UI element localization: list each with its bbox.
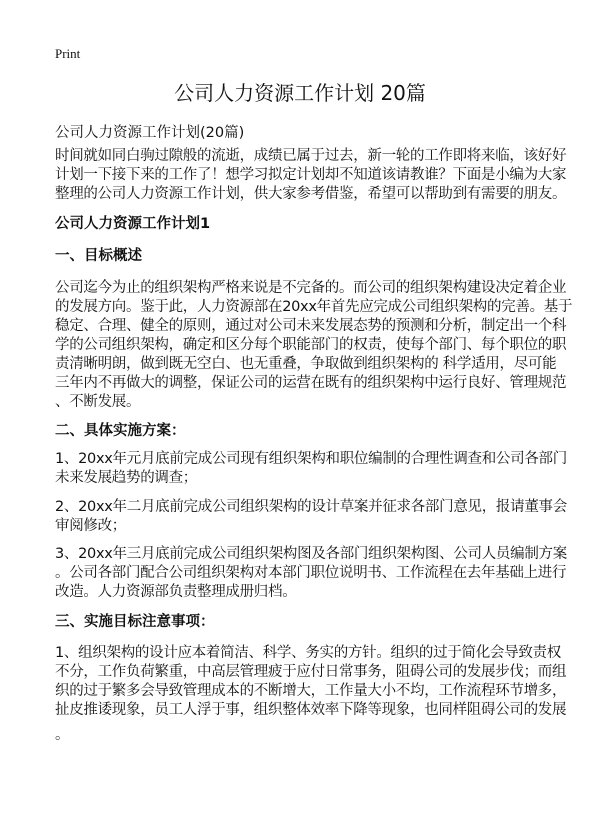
- text-line: 1、20xx年元月底前完成公司现有组织架构和职位编制的合理性调查和公司各部门: [55, 451, 567, 467]
- text-line: 整理的公司人力资源工作计划，供大家参考借鉴，希望可以帮助到有需要的朋友。: [55, 186, 567, 202]
- text-line: 不分，工作负荷繁重，中高层管理疲于应付日常事务，阻碍公司的发展步伐；而组: [55, 664, 567, 680]
- section1-paragraph: [55, 279, 573, 412]
- text-line: 织的过于繁多会导致管理成本的不断增大，工作量大小不均，工作流程环节增多，: [55, 683, 567, 699]
- section2-item-2: [55, 498, 567, 536]
- section3-paragraph: [55, 644, 567, 745]
- text-line: 未来发展趋势的调查；: [55, 470, 197, 486]
- text-line: 改造。人力资源部负责整理成册归档。: [55, 584, 297, 600]
- text-line: 时间就如同白驹过隙般的流逝，成绩已属于过去，新一轮的工作即将来临，该好好: [55, 148, 567, 164]
- text-line: 扯皮推诿现象，员工人浮于事，组织整体效率下降等现象，也同样阻碍公司的发展: [55, 702, 567, 718]
- subtitle: 公司人力资源工作计划(20篇): [55, 125, 245, 141]
- text-line: 审阅修改；: [55, 518, 126, 534]
- text-line: 计划一下接下来的工作了！想学习拟定计划却不知道该请教谁？下面是小编为大家: [55, 167, 567, 183]
- text-line: 责清晰明朗，做到既无空白、也无重叠，争取做到组织架构的 科学适用，尽可能: [55, 356, 557, 372]
- text-line: 。: [55, 727, 70, 743]
- plan-heading: 公司人力资源工作计划1: [55, 216, 211, 232]
- text-line: 。公司各部门配合公司组织架构对本部门职位说明书、工作流程在去年基础上进行: [55, 565, 567, 581]
- section3-heading: 三、实施目标注意事项：: [55, 614, 215, 630]
- text-line: 公司迄今为止的组织架构严格来说是不完备的。而公司的组织架构建设决定着企业: [55, 280, 567, 296]
- section2-item-3: [55, 545, 567, 602]
- section2-heading: 二、具体实施方案：: [55, 423, 186, 439]
- text-line: 、不断发展。: [55, 394, 141, 410]
- intro-paragraph: [55, 147, 567, 204]
- page-title: 公司人力资源工作计划 20篇: [174, 81, 426, 105]
- section1-heading: 一、目标概述: [55, 248, 142, 264]
- text-line: 稳定、合理、健全的原则，通过对公司未来发展态势的预测和分析，制定出一个科: [55, 318, 567, 334]
- text-line: 三年内不再做大的调整，保证公司的运营在既有的组织架构中运行良好、管理规范: [55, 375, 567, 391]
- text-line: 1、组织架构的设计应本着简洁、科学、务实的方针。组织的过于简化会导致责权: [55, 645, 561, 661]
- text-line: 2、20xx年二月底前完成公司组织架构的设计草案并征求各部门意见，报请董事会: [55, 499, 567, 515]
- text-line: 学的公司组织架构，确定和区分每个职能部门的权责，使每个部门、每个职位的职: [55, 337, 567, 353]
- text-line: 的发展方向。鉴于此，人力资源部在20xx年首先应完成公司组织架构的完善。基于: [55, 299, 573, 315]
- section2-item-1: [55, 450, 567, 488]
- text-line: 3、20xx年三月底前完成公司组织架构图及各部门组织架构图、公司人员编制方案: [55, 546, 567, 562]
- print-link[interactable]: Print: [55, 46, 81, 61]
